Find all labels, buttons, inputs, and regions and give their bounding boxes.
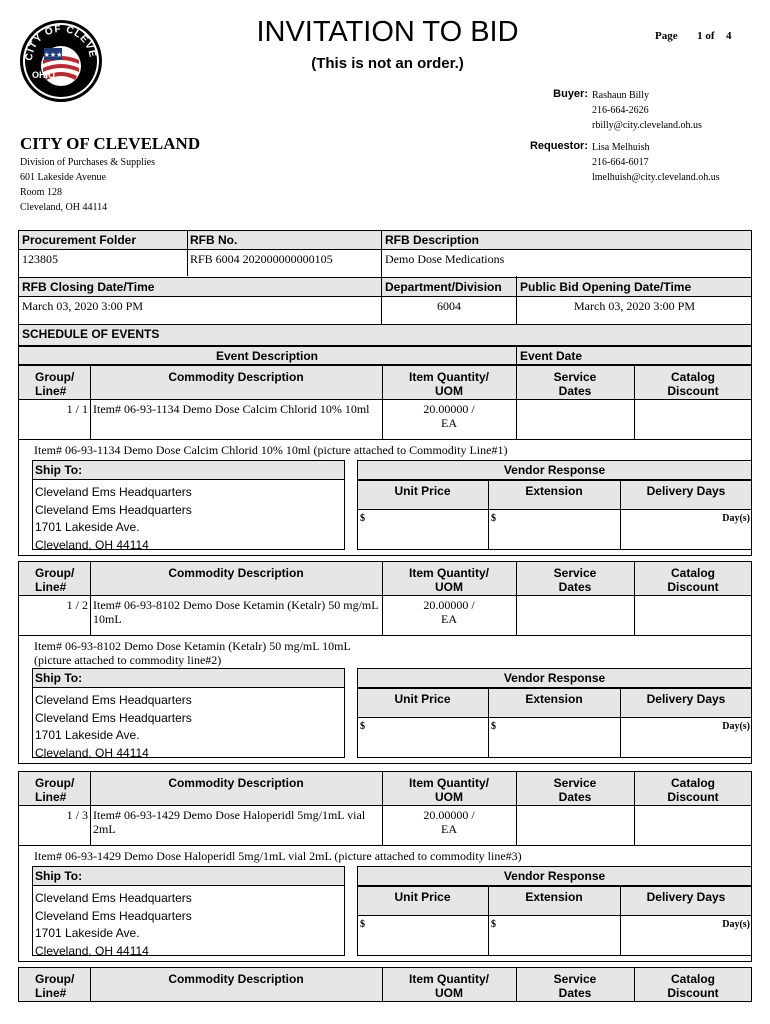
extension-header: Extension xyxy=(525,692,583,706)
buyer-email: rbilly@city.cleveland.oh.us xyxy=(592,120,702,131)
ship-to-line: Cleveland Ems Headquarters xyxy=(35,908,192,923)
city-address-line: 601 Lakeside Avenue xyxy=(20,172,106,183)
dates-header: Dates xyxy=(558,986,592,1000)
page-label: Page xyxy=(655,30,678,42)
bid-opening-value: March 03, 2020 3:00 PM xyxy=(574,299,695,313)
page-title: INVITATION TO BID xyxy=(256,16,519,48)
catalog-header: Catalog xyxy=(670,972,715,986)
requestor-block xyxy=(592,140,720,185)
commodity-description-cont: 2mL xyxy=(93,822,116,836)
group-header: Group/ xyxy=(35,972,75,986)
svg-text:CITY OF CLEVELAND: CITY OF CLEVE xyxy=(23,23,98,62)
city-seal-logo xyxy=(18,18,104,104)
service-header: Service xyxy=(553,776,597,790)
ship-to-line: Cleveland Ems Headquarters xyxy=(35,891,192,905)
column-divider xyxy=(634,400,635,440)
rfb-no-label: RFB No. xyxy=(190,233,238,247)
dates-header: Dates xyxy=(558,384,592,398)
ship-to-label: Ship To: xyxy=(35,671,83,685)
delivery-days-unit: Day(s) xyxy=(722,721,750,732)
ship-to-line: Cleveland, OH 44114 xyxy=(35,745,149,760)
ship-to-line: Cleveland Ems Headquarters xyxy=(35,485,192,499)
buyer-label: Buyer: xyxy=(553,88,588,100)
page-of: of xyxy=(705,30,715,42)
vendor-response-label: Vendor Response xyxy=(503,463,606,477)
ship-to-line: Cleveland, OH 44114 xyxy=(35,943,149,958)
discount-header: Discount xyxy=(667,790,719,804)
rfb-no-value: RFB 6004 202000000000105 xyxy=(190,252,333,266)
line-header: Line# xyxy=(35,986,67,1000)
item-quantity: 20.00000 / xyxy=(423,808,475,822)
ship-to-line: 1701 Lakeside Ave. xyxy=(35,520,140,534)
department-value: 6004 xyxy=(437,299,461,313)
commodity-description-header: Commodity Description xyxy=(168,776,304,790)
uom-header: UOM xyxy=(435,790,463,804)
rfb-description-label: RFB Description xyxy=(385,233,480,247)
column-divider xyxy=(634,806,635,846)
item-quantity-header: Item Quantity/ xyxy=(408,776,489,790)
item-note-cont: (picture attached to commodity line#2) xyxy=(34,653,222,667)
buyer-phone: 216-664-2626 xyxy=(592,105,649,116)
city-address-line: Room 128 xyxy=(20,187,62,198)
discount-header: Discount xyxy=(667,986,719,1000)
commodity-description-header: Commodity Description xyxy=(168,370,304,384)
item-quantity-header: Item Quantity/ xyxy=(408,566,489,580)
delivery-days-header: Delivery Days xyxy=(646,692,726,706)
unit-price-input[interactable] xyxy=(358,718,487,756)
service-header: Service xyxy=(553,370,597,384)
commodity-description: Item# 06-93-8102 Demo Dose Ketamin (Ketalr) 50 mg/mL xyxy=(93,598,379,612)
extension-header: Extension xyxy=(525,484,583,498)
line-header: Line# xyxy=(35,580,67,594)
city-address-line: Cleveland, OH 44114 xyxy=(20,202,108,213)
discount-header: Discount xyxy=(667,384,719,398)
unit-price-input[interactable] xyxy=(358,510,487,548)
commodity-description: Item# 06-93-1429 Demo Dose Haloperidl 5mg/1mL vial xyxy=(93,808,366,822)
page-total: 4 xyxy=(726,30,732,42)
commodity-description: Item# 06-93-1134 Demo Dose Calcim Chlorid 10% 10ml xyxy=(93,402,370,416)
delivery-days-unit: Day(s) xyxy=(722,513,750,524)
ship-to-line: Cleveland Ems Headquarters xyxy=(35,502,192,517)
item-note: Item# 06-93-1429 Demo Dose Haloperidl 5mg/1mL vial 2mL (picture attached to commodity line#3) xyxy=(34,849,522,863)
ship-to-line: Cleveland Ems Headquarters xyxy=(35,710,192,725)
line-number: 1 / 1 xyxy=(66,402,88,416)
item-note: Item# 06-93-8102 Demo Dose Ketamin (Ketalr) 50 mg/mL 10mL xyxy=(34,639,351,653)
event-description-label: Event Description xyxy=(215,349,319,363)
city-address-line: Division of Purchases & Supplies xyxy=(20,157,155,168)
delivery-days-header: Delivery Days xyxy=(646,890,726,904)
column-divider xyxy=(516,806,517,846)
schedule-label: SCHEDULE OF EVENTS xyxy=(22,327,160,341)
line-header: Line# xyxy=(35,384,67,398)
discount-header: Discount xyxy=(667,580,719,594)
page-subtitle: (This is not an order.) xyxy=(311,55,464,72)
city-name: CITY OF CLEVELAND xyxy=(20,134,201,153)
extension-currency: $ xyxy=(491,919,496,930)
group-header: Group/ xyxy=(35,776,75,790)
unit-price-currency: $ xyxy=(360,721,365,732)
svg-text:OHIO: OHIO xyxy=(32,70,56,80)
page-current: 1 xyxy=(697,30,703,42)
extension-header: Extension xyxy=(525,890,583,904)
dates-header: Dates xyxy=(558,790,592,804)
unit-price-input[interactable] xyxy=(358,916,487,954)
unit-price-currency: $ xyxy=(360,513,365,524)
requestor-phone: 216-664-6017 xyxy=(592,157,649,168)
item-uom: EA xyxy=(441,822,457,836)
procurement-folder-value: 123805 xyxy=(22,252,58,266)
unit-price-header: Unit Price xyxy=(394,692,451,706)
procurement-folder-label: Procurement Folder xyxy=(22,233,137,247)
ship-to-line: 1701 Lakeside Ave. xyxy=(35,926,140,940)
svg-text:★★★: ★★★ xyxy=(43,51,63,59)
commodity-description-header: Commodity Description xyxy=(168,566,304,580)
line-number: 1 / 3 xyxy=(66,808,88,822)
unit-price-header: Unit Price xyxy=(394,890,451,904)
column-divider xyxy=(90,596,91,636)
item-quantity: 20.00000 / xyxy=(423,598,475,612)
extension-currency: $ xyxy=(491,721,496,732)
uom-header: UOM xyxy=(435,986,463,1000)
catalog-header: Catalog xyxy=(670,566,715,580)
uom-header: UOM xyxy=(435,580,463,594)
requestor-name: Lisa Melhuish xyxy=(592,142,650,153)
group-header: Group/ xyxy=(35,566,75,580)
extension-input[interactable] xyxy=(489,510,619,548)
commodity-description-cont: 10mL xyxy=(93,612,122,626)
column-divider xyxy=(516,400,517,440)
extension-input[interactable] xyxy=(489,718,619,756)
city-address xyxy=(20,155,155,215)
service-header: Service xyxy=(553,972,597,986)
unit-price-currency: $ xyxy=(360,919,365,930)
ship-to-line: Cleveland Ems Headquarters xyxy=(35,693,192,707)
line-number: 1 / 2 xyxy=(66,598,88,612)
ship-to-line: 1701 Lakeside Ave. xyxy=(35,728,140,742)
rfb-closing-label: RFB Closing Date/Time xyxy=(22,280,155,294)
unit-price-header: Unit Price xyxy=(394,484,451,498)
service-header: Service xyxy=(553,566,597,580)
event-date-label: Event Date xyxy=(520,349,583,363)
ship-to-line: Cleveland, OH 44114 xyxy=(35,537,149,552)
column-divider xyxy=(516,596,517,636)
item-quantity-header: Item Quantity/ xyxy=(408,370,489,384)
rfb-closing-value: March 03, 2020 3:00 PM xyxy=(22,299,143,313)
commodity-description-header: Commodity Description xyxy=(168,972,304,986)
extension-currency: $ xyxy=(491,513,496,524)
requestor-email: lmelhuish@city.cleveland.oh.us xyxy=(592,172,720,183)
item-quantity-header: Item Quantity/ xyxy=(408,972,489,986)
item-quantity: 20.00000 / xyxy=(423,402,475,416)
item-note: Item# 06-93-1134 Demo Dose Calcim Chlorid 10% 10ml (picture attached to Commodity Line#1) xyxy=(34,443,508,457)
dates-header: Dates xyxy=(558,580,592,594)
line-header: Line# xyxy=(35,790,67,804)
rfb-description-value: Demo Dose Medications xyxy=(385,252,505,266)
ship-to-label: Ship To: xyxy=(35,869,83,883)
buyer-block xyxy=(592,88,702,133)
item-uom: EA xyxy=(441,416,457,430)
department-label: Department/Division xyxy=(385,280,502,294)
item-uom: EA xyxy=(441,612,457,626)
column-divider xyxy=(90,400,91,440)
bid-opening-label: Public Bid Opening Date/Time xyxy=(520,280,692,294)
requestor-label: Requestor: xyxy=(529,140,588,152)
catalog-header: Catalog xyxy=(670,776,715,790)
extension-input[interactable] xyxy=(489,916,619,954)
column-divider xyxy=(634,596,635,636)
uom-header: UOM xyxy=(435,384,463,398)
column-divider xyxy=(90,806,91,846)
group-header: Group/ xyxy=(35,370,75,384)
delivery-days-unit: Day(s) xyxy=(722,919,750,930)
ship-to-label: Ship To: xyxy=(35,463,83,477)
buyer-name: Rashaun Billy xyxy=(592,90,649,101)
vendor-response-label: Vendor Response xyxy=(503,671,606,685)
vendor-response-label: Vendor Response xyxy=(503,869,606,883)
delivery-days-header: Delivery Days xyxy=(646,484,726,498)
catalog-header: Catalog xyxy=(670,370,715,384)
page-indicator xyxy=(655,30,732,42)
